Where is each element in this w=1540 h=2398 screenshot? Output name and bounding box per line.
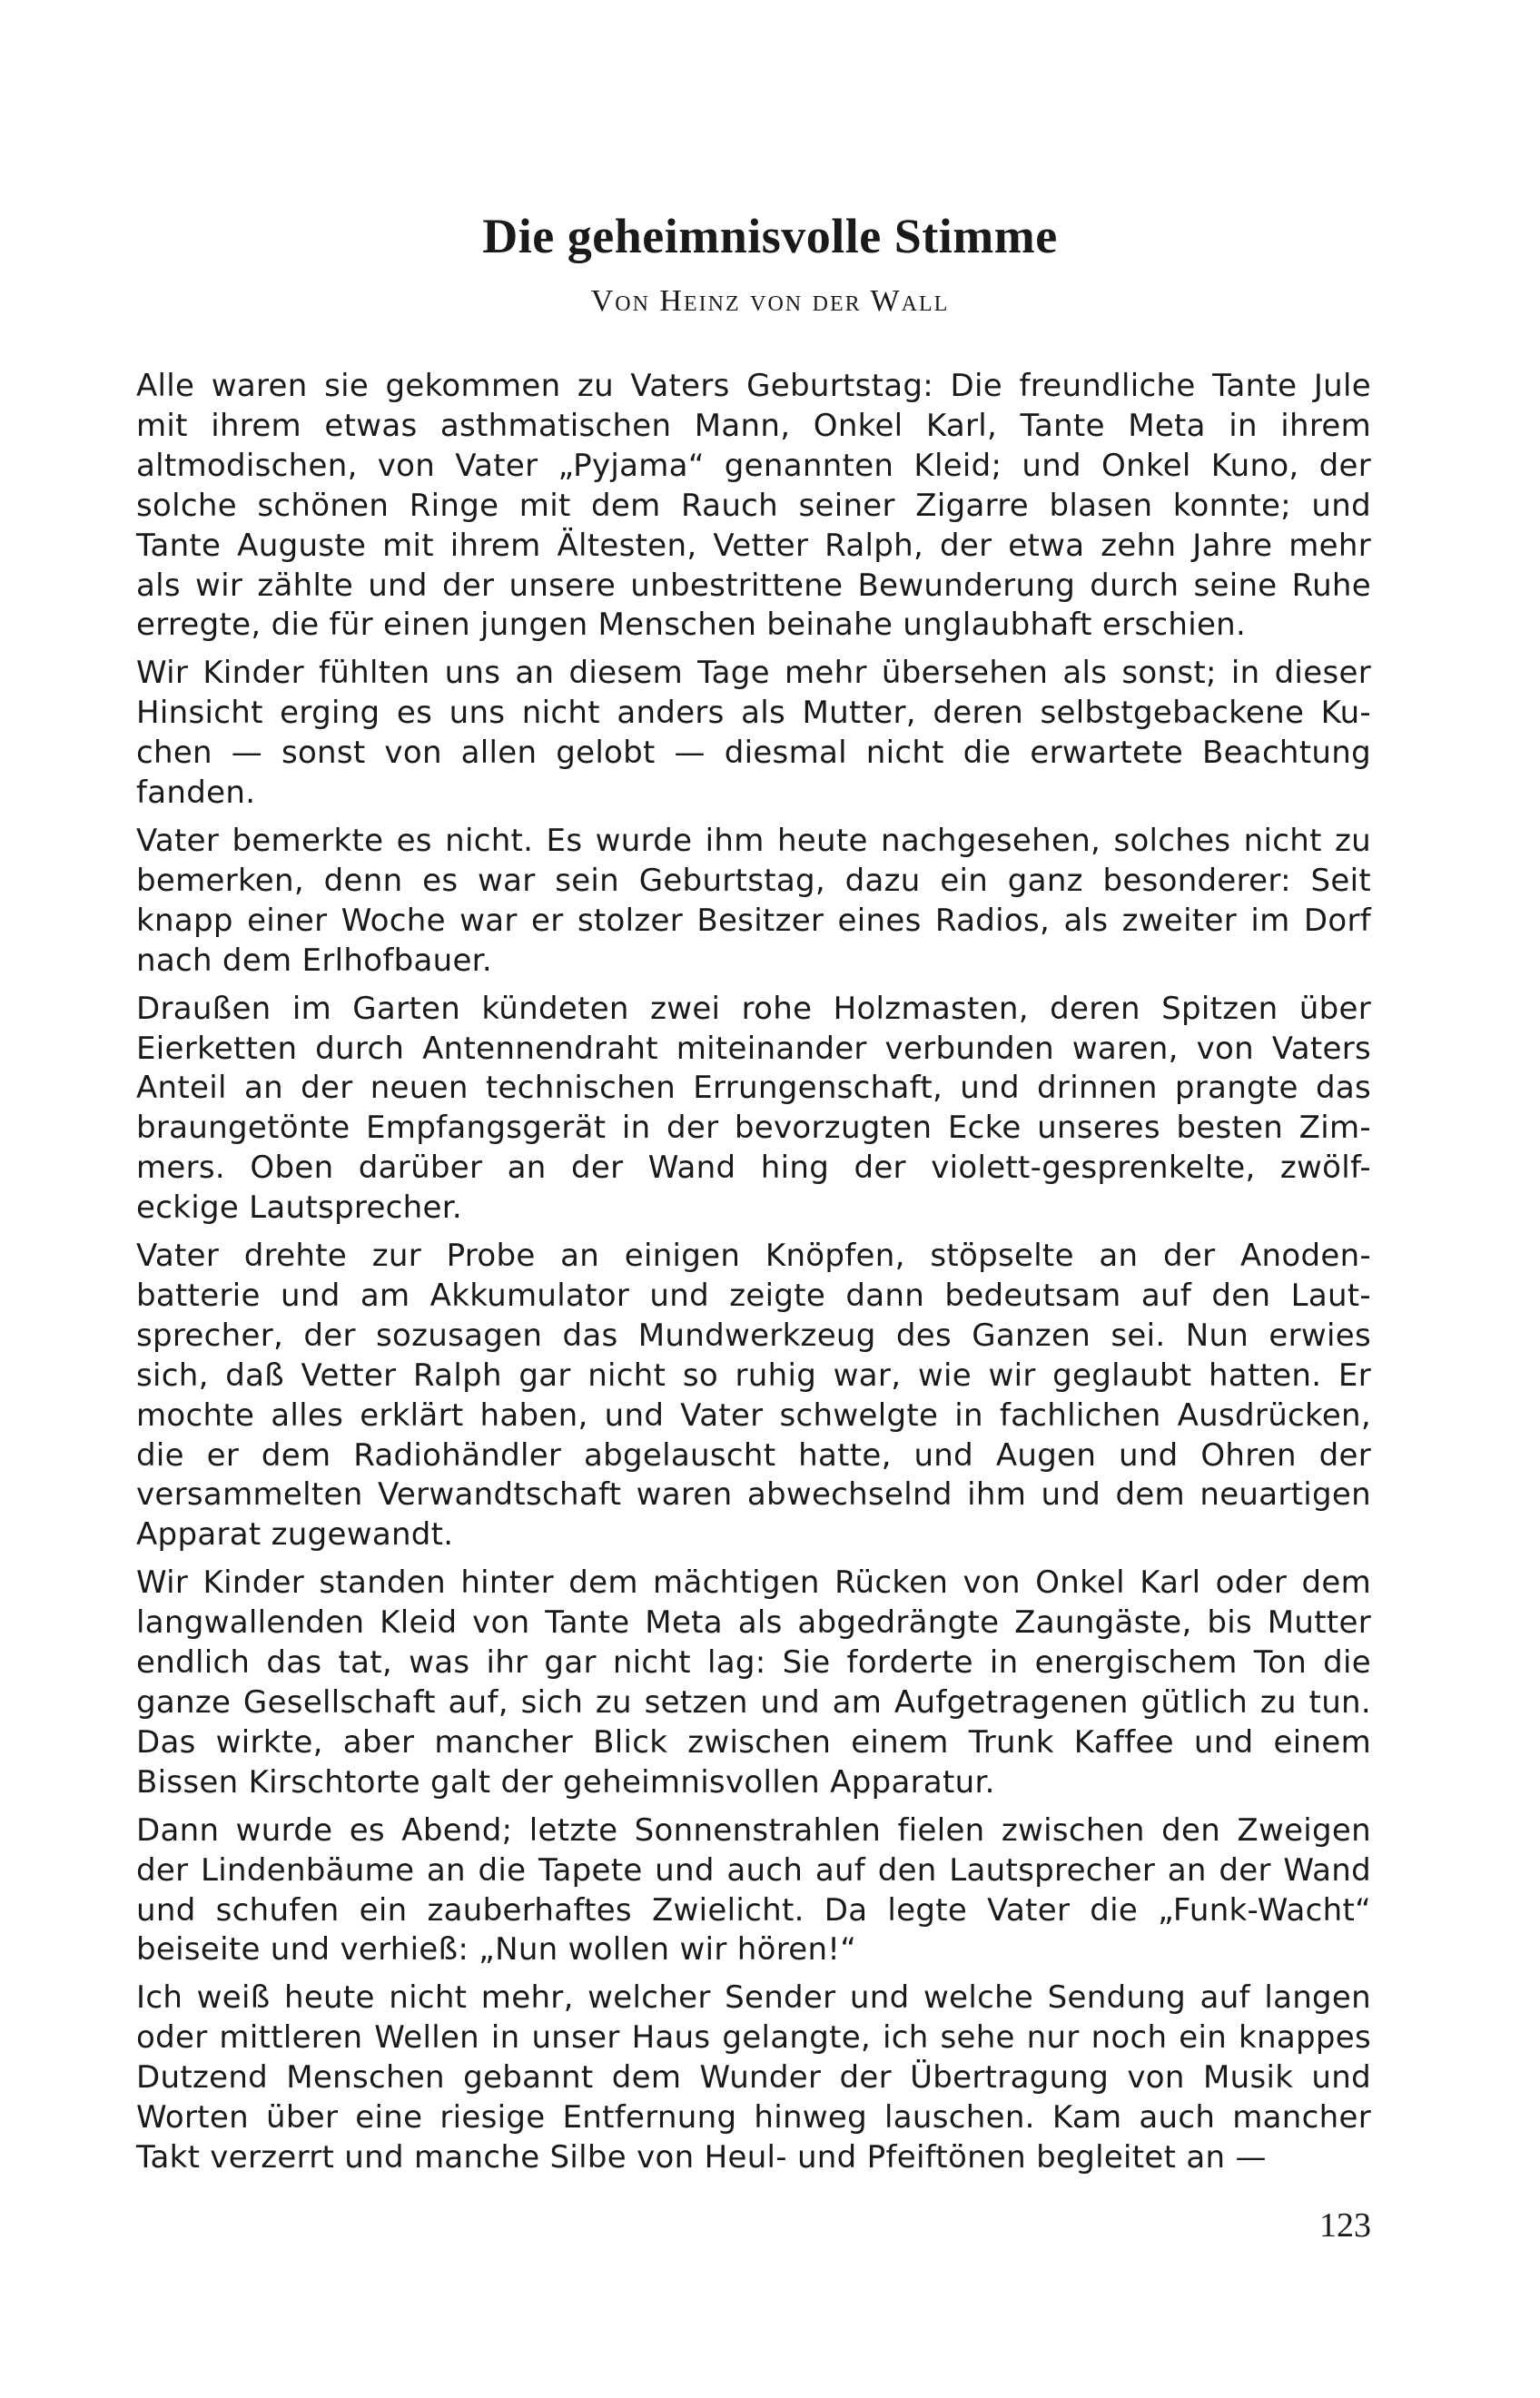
- paragraph: [136, 367, 1371, 646]
- text-line: Worten über eine riesige Entfernung hinweg lauschen. Kam auch mancher: [136, 2099, 1371, 2136]
- paragraph: [136, 1811, 1371, 1971]
- text-line: Anteil an der neuen technischen Errungenschaft, und drinnen prangte das: [136, 1070, 1371, 1107]
- text-line: knapp einer Woche war er stolzer Besitzer eines Radios, als zweiter im Dorf: [136, 902, 1371, 939]
- story-body: [136, 367, 1371, 2186]
- text-line: sprecher, der sozusagen das Mundwerkzeug des Ganzen sei. Nun erwies: [136, 1317, 1371, 1354]
- text-line: Wir Kinder fühlten uns an diesem Tage mehr übersehen als sonst; in dieser: [136, 655, 1371, 692]
- text-line: Hinsicht erging es uns nicht anders als Mutter, deren selbstgebackene Ku-: [136, 695, 1371, 732]
- text-line: solche schönen Ringe mit dem Rauch seiner Zigarre blasen konnte; und: [136, 487, 1371, 524]
- page-number: 123: [1319, 2206, 1371, 2245]
- text-line: Wir Kinder standen hinter dem mächtigen Rücken von Onkel Karl oder dem: [136, 1564, 1371, 1602]
- text-line: die er dem Radiohändler abgelauscht hatte, und Augen und Ohren der: [136, 1436, 1371, 1474]
- text-line: braungetönte Empfangsgerät in der bevorzugten Ecke unseres besten Zim-: [136, 1110, 1371, 1147]
- chapter-title: Die geheimnisvolle Stimme: [482, 209, 1058, 263]
- text-line: nach dem Erlhofbauer.: [136, 942, 492, 979]
- text-line: Dutzend Menschen gebannt dem Wunder der Übertragung von Musik und: [136, 2059, 1371, 2097]
- text-line: Das wirkte, aber mancher Blick zwischen einem Trunk Kaffee und einem: [136, 1723, 1371, 1761]
- text-line: als wir zählte und der unsere unbestrittene Bewunderung durch seine Ruhe: [136, 567, 1371, 604]
- text-line: und schufen ein zauberhaftes Zwielicht. Da legte Vater die „Funk-Wacht“: [136, 1891, 1371, 1929]
- paragraph: [136, 654, 1371, 814]
- text-line: Bissen Kirschtorte galt der geheimnisvollen Apparatur.: [136, 1763, 995, 1801]
- text-line: Tante Auguste mit ihrem Ältesten, Vetter Ralph, der etwa zehn Jahre mehr: [136, 527, 1371, 564]
- author-byline: Von Heinz von der Wall: [590, 284, 950, 318]
- text-line: Draußen im Garten kündeten zwei rohe Holzmasten, deren Spitzen über: [136, 990, 1371, 1027]
- text-line: Ich weiß heute nicht mehr, welcher Sender und welche Sendung auf langen: [136, 1979, 1371, 2017]
- text-line: Dann wurde es Abend; letzte Sonnenstrahlen fielen zwischen den Zweigen: [136, 1811, 1371, 1849]
- text-line: Takt verzerrt und manche Silbe von Heul- und Pfeiftönen begleitet an —: [136, 2138, 1267, 2176]
- text-line: Vater bemerkte es nicht. Es wurde ihm heute nachgesehen, solches nicht zu: [136, 822, 1371, 859]
- text-line: sich, daß Vetter Ralph gar nicht so ruhig war, wie wir geglaubt hatten. Er: [136, 1357, 1371, 1394]
- text-line: Alle waren sie gekommen zu Vaters Geburtstag: Die freundliche Tante Jule: [136, 368, 1371, 404]
- paragraph: [136, 990, 1371, 1229]
- paragraph: [136, 1564, 1371, 1802]
- text-line: altmodischen, von Vater „Pyjama“ genannten Kleid; und Onkel Kuno, der: [136, 447, 1371, 484]
- text-line: der Lindenbäume an die Tapete und auch auf den Lautsprecher an der Wand: [136, 1851, 1371, 1889]
- text-line: mit ihrem etwas asthmatischen Mann, Onkel Karl, Tante Meta in ihrem: [136, 407, 1371, 444]
- text-line: beiseite und verhieß: „Nun wollen wir hören!“: [136, 1931, 857, 1969]
- text-line: ganze Gesellschaft auf, sich zu setzen und am Aufgetragenen gütlich zu tun.: [136, 1684, 1371, 1721]
- text-line: versammelten Verwandtschaft waren abwechselnd ihm und dem neuartigen: [136, 1476, 1371, 1514]
- paragraph: [136, 1237, 1371, 1555]
- paragraph: [136, 1979, 1371, 2178]
- text-line: bemerken, denn es war sein Geburtstag, dazu ein ganz besonderer: Seit: [136, 862, 1371, 899]
- text-line: mers. Oben darüber an der Wand hing der violett-gesprenkelte, zwölf-: [136, 1150, 1371, 1187]
- text-line: erregte, die für einen jungen Menschen beinahe unglaubhaft erschien.: [136, 607, 1247, 644]
- text-line: endlich das tat, was ihr gar nicht lag: Sie forderte in energischem Ton die: [136, 1644, 1371, 1682]
- text-line: Apparat zugewandt.: [136, 1516, 454, 1554]
- text-line: langwallenden Kleid von Tante Meta als abgedrängte Zaungäste, bis Mutter: [136, 1604, 1371, 1642]
- text-line: fanden.: [136, 775, 256, 812]
- paragraph: [136, 822, 1371, 982]
- text-line: chen — sonst von allen gelobt — diesmal nicht die erwartete Beachtung: [136, 735, 1371, 772]
- text-line: Vater drehte zur Probe an einigen Knöpfen, stöpselte an der Anoden-: [136, 1238, 1371, 1275]
- text-line: mochte alles erklärt haben, und Vater schwelgte in fachlichen Ausdrücken,: [136, 1396, 1371, 1434]
- text-line: batterie und am Akkumulator und zeigte dann bedeutsam auf den Laut-: [136, 1277, 1371, 1314]
- text-line: Eierketten durch Antennendraht miteinander verbunden waren, von Vaters: [136, 1030, 1371, 1067]
- text-line: eckige Lautsprecher.: [136, 1189, 462, 1227]
- text-line: oder mittleren Wellen in unser Haus gelangte, ich sehe nur noch ein knappes: [136, 2019, 1371, 2057]
